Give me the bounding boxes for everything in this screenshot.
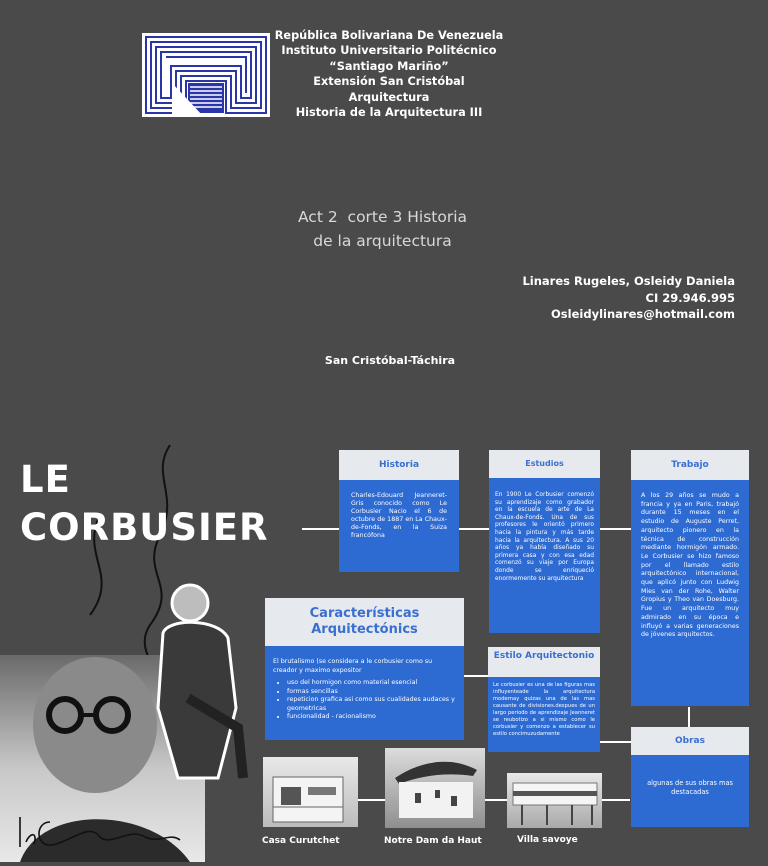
connector-line [459,528,489,530]
institute-logo [142,33,270,117]
subtitle-line-2: de la arquitectura [313,232,452,250]
building-caption: Notre Dam da Haut [384,836,482,846]
villa-savoye-image [507,773,602,828]
list-item: • uso del hormigon como material esencial [287,679,456,688]
caracteristicas-list [273,679,456,722]
header-line: Arquitectura [348,90,430,104]
header-line: República Bolivariana De Venezuela [274,29,504,42]
connector-line [464,675,488,677]
header-line: Extensión San Cristóbal [313,75,465,89]
author-email: Osleidylinares@hotmail.com [551,307,735,321]
header-line: Instituto Universitario Politécnico [281,44,497,58]
author-block [490,273,735,323]
header-line: “Santiago Mariño” [329,59,449,73]
caracteristicas-intro: El brutalismo (se considera a le corbusier como su creador y maximo expositor [273,658,433,674]
author-name: Linares Rugeles, Osleidy Daniela [522,274,735,288]
connector-line [600,528,631,530]
connector-line [600,741,631,743]
obras-text: algunas de sus obras mas destacadas [631,755,749,827]
main-title [20,456,269,552]
list-item: • funcionalidad - racionalismo [287,713,456,722]
estudios-text: En 1900 Le Corbusier comenzó su aprendizaje como grabador en la escuela de arte de La Chaux-de-Fonds. Una de sus profesores le orientó primero hacia la pintura y más tarde hacia la arquitectura. A sus 20 años ya había diseñado su primera casa y con esa edad comenzó su viaje por Europa donde se enriqueció enormemente su arquitectura [489,478,600,633]
trabajo-text: A los 29 años se mudo a francia y ya en Paris, trabajó durante 15 meses en el estudio de Auguste Perret, arquitecto pionero en la técnica de construcción mediante hormigón armado. Le Corbusier se hizo famoso por el llamado estilo arquitectónico internacional, que aplicó junto con Ludwig Mies van der Rohe, Walter Gropius y Theo van Doesburg. Fue un arquitecto muy admirado en su época e influyó a varias generaciones de jóvenes arquitectos. [631,480,749,706]
city-label: San Cristóbal-Táchira [324,354,456,367]
signature-image [10,812,190,852]
list-item: • repeticion grafica asi como sus cualidades audaces y geometricas [287,696,456,713]
building-caption: Villa savoye [517,835,578,845]
title-line-1: LE [20,458,71,501]
historia-text: Charles-Edouard Jeanneret-Gris conocido como Le Corbusier Nacio el 6 de octubre de 1887 en La Chaux-de-Fonds, en la Suiza francófona [339,480,459,572]
connector-line [688,707,690,727]
institution-header [270,28,508,120]
caracteristicas-heading: Características Arquitectónics [265,598,464,646]
obras-heading: Obras [631,727,749,755]
estilo-heading: Estilo Arquitectonio [488,647,600,677]
activity-subtitle [265,205,500,253]
header-line: Historia de la Arquitectura III [295,106,483,120]
trabajo-heading: Trabajo [631,450,749,480]
list-item: • formas sencillas [287,688,456,697]
casa-curutchet-image [263,757,358,827]
building-caption: Casa Curutchet [262,836,340,846]
title-line-2: CORBUSIER [20,506,269,549]
estudios-heading: Estudios [489,450,600,478]
subtitle-line-1: Act 2 corte 3 Historia [297,208,468,226]
estilo-text: Le corbusier es una de las figuras mas influyenteade la arquitectura modernay quizas una de las mas causante de divisiones.despues de un largo periodo de aprendizaje Jeanneret se reubotizo a si mismo como le corbusier y comenzo a establecer su estilo concimuzudamente [488,677,600,752]
connector-line [302,528,339,530]
seated-photo [148,578,248,790]
historia-heading: Historia [339,450,459,480]
caracteristicas-panel [265,646,464,740]
author-ci: CI 29.946.995 [645,290,735,305]
notre-dame-du-haut-image [385,748,485,828]
